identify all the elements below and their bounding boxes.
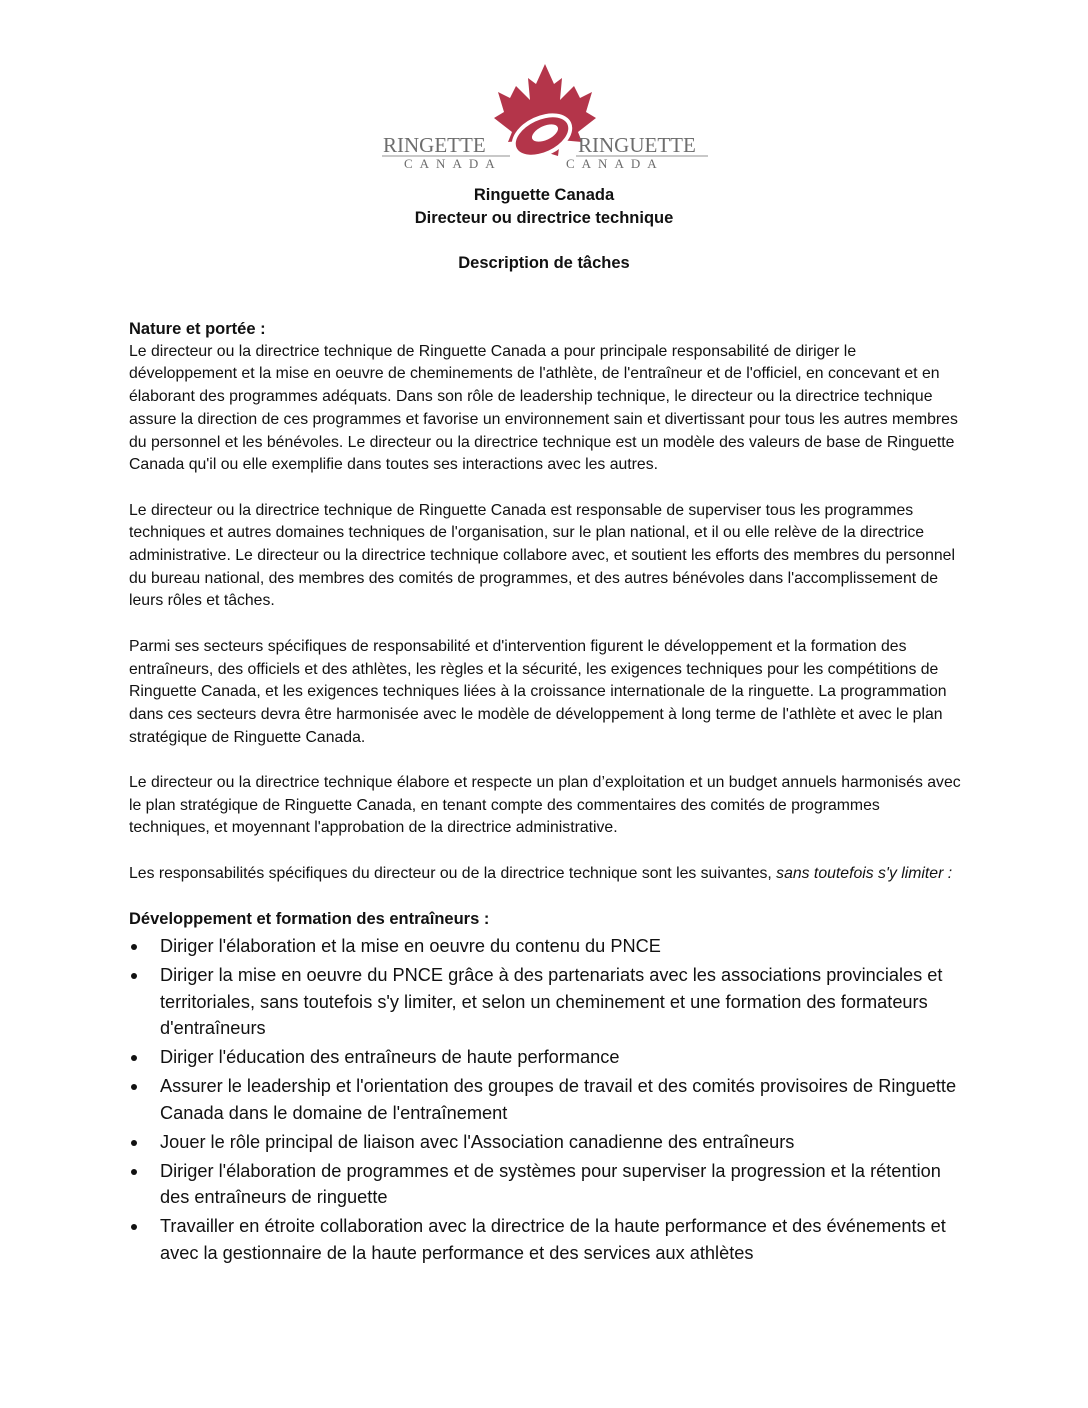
responsibilities-intro [129,863,964,886]
list-item-text: Diriger la mise en oeuvre du PNCE grâce à des partenariats avec les associations provinciales et territoriales, sans toutefois s'y limiter, et selon un cheminement et une formation des formateurs d'entraîneurs [160,965,943,1039]
list-item [129,1158,964,1211]
list-item-text: Diriger l'éducation des entraîneurs de haute performance [160,1047,620,1068]
logo-right-sub: CANADA [566,156,664,171]
list-item-text: Diriger l'élaboration de programmes et de systèmes pour superviser la progression et la rétention des entraîneurs de ringuette [160,1160,941,1208]
bullet-icon [131,973,137,979]
bullet-icon [131,1169,137,1175]
bullet-icon [131,1224,137,1230]
coaching-title: Développement et formation des entraîneurs : [129,910,490,929]
list-item [129,1044,964,1071]
list-item [129,933,964,960]
bullet-icon [131,1055,137,1061]
list-item-text: Travailler en étroite collaboration avec la directrice de la haute performance et des événements et avec la gestionnaire de la haute performance et des services aux athlètes [160,1216,946,1263]
logo-left-sub: CANADA [404,156,502,171]
bullet-icon [131,944,137,950]
nature-paragraph-4: Le directeur ou la directrice technique élabore et respecte un plan d’exploitation et un budget annuels harmonisés avec le plan stratégique de Ringuette Canada, en tenant compte des commentaires des comités de programmes techniques, et moyennant l'approbation de la directrice administrative. [129,774,961,837]
document-body [129,318,964,1269]
list-item-text: Diriger l'élaboration et la mise en oeuvre du contenu du PNCE [160,936,661,957]
nature-paragraph-1: Le directeur ou la directrice technique de Ringuette Canada a pour principale responsabilité de diriger le développement et la mise en oeuvre de cheminements de l'athlète, de l'entraîneur et de l'officiel, en concevant et en élaborant des programmes adéquats. Dans son rôle de leadership technique, le directeur ou la directrice technique assure la direction de ces programmes et favorise un environnement sain et divertissant pour tous les autres membres du personnel et les bénévoles. Le directeur ou la directrice technique est un modèle des valeurs de base de Ringuette Canada qu'il ou elle exemplifie dans toutes ses interactions avec les autres. [129,342,958,474]
list-item [129,962,964,1042]
list-item-text: Jouer le rôle principal de liaison avec l'Association canadienne des entraîneurs [160,1131,795,1152]
nature-title: Nature et portée : [129,320,266,338]
nature-paragraph-3: Parmi ses secteurs spécifiques de responsabilité et d'intervention figurent le développement et la formation des entraîneurs, des officiels et des athlètes, les règles et la sécurité, les exigences techniques pour les compétitions de Ringuette Canada, et les exigences techniques liées à la croissance internationale de la ringuette. La programmation dans ces secteurs devra être harmonisée avec le modèle de développement à long terme de l'athlète et avec le plan stratégique de Ringuette Canada. [129,637,947,746]
bullet-icon [131,1084,137,1090]
logo-left-text: RINGETTE [383,133,486,157]
logo-right-text: RINGUETTE [578,133,696,157]
role-title: Directeur ou directrice technique [414,209,674,227]
list-item [129,1129,964,1156]
responsibilities-intro-italic: sans toutefois s'y limiter : [776,864,953,882]
ringette-canada-logo [382,60,708,172]
coaching-list [129,933,964,1266]
list-item-text: Assurer le leadership et l'orientation des groupes de travail et des comités provisoires de Ringuette Canada dans le domaine de l'entraînement [160,1076,957,1123]
doc-type-title: Description de tâches [458,254,630,272]
org-title: Ringuette Canada [473,186,615,204]
nature-paragraph-2: Le directeur ou la directrice technique de Ringuette Canada est responsable de superviser tous les programmes techniques et autres domaines techniques de l'organisation, sur le plan national, et il ou elle relève de la directrice administrative. Le directeur ou la directrice technique collabore avec, et soutient les efforts des membres du personnel du bureau national, des membres des comités de programmes, et des autres bénévoles dans l'accomplissement de leurs rôles et tâches. [129,501,955,610]
list-item [129,1073,964,1126]
bullet-icon [131,1140,137,1146]
list-item [129,1213,964,1266]
responsibilities-intro-text: Les responsabilités spécifiques du directeur ou de la directrice technique sont les suivantes, [129,864,777,882]
